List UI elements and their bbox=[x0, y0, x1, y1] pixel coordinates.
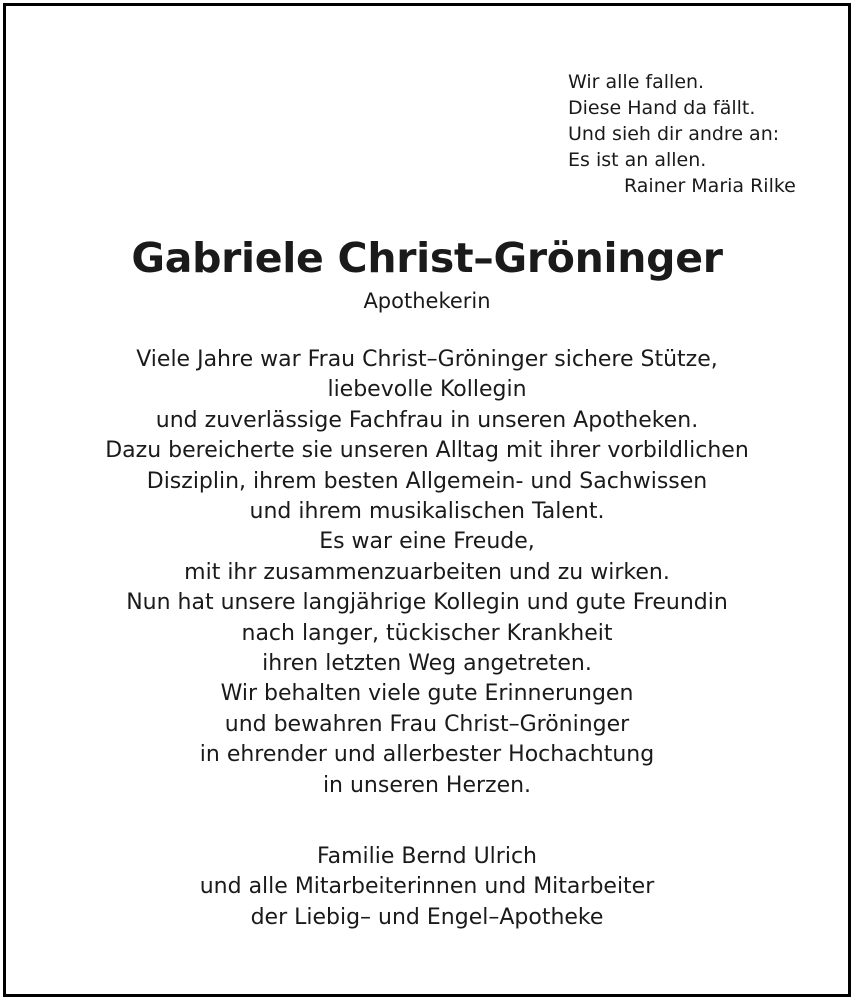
deceased-name: Gabriele Christ–Gröninger bbox=[131, 234, 723, 282]
signer-line: und alle Mitarbeiterinnen und Mitarbeiter bbox=[199, 874, 655, 900]
quote-line: Diese Hand da fällt. bbox=[568, 97, 756, 119]
tribute-line: in unseren Herzen. bbox=[322, 772, 532, 798]
tribute-line: liebevolle Kollegin bbox=[327, 377, 527, 403]
deceased-profession: Apothekerin bbox=[363, 289, 491, 313]
tribute-line: in ehrender und allerbester Hochachtung bbox=[199, 742, 655, 768]
tribute-line: Disziplin, ihrem besten Allgemein- und Sachwissen bbox=[146, 468, 708, 494]
tribute-line: Wir behalten viele gute Erinnerungen bbox=[220, 681, 634, 707]
signer-line: Familie Bernd Ulrich bbox=[316, 844, 537, 869]
quote-line: Wir alle fallen. bbox=[568, 71, 705, 93]
signers bbox=[6, 842, 848, 933]
tribute-text bbox=[6, 345, 848, 801]
tribute-line: ihren letzten Weg angetreten. bbox=[262, 651, 592, 677]
quote-line: Es ist an allen. bbox=[568, 149, 707, 171]
rilke-quote bbox=[568, 69, 796, 199]
tribute-line: und ihrem musikalischen Talent. bbox=[249, 499, 605, 525]
tribute-line: Nun hat unsere langjährige Kollegin und gute Freundin bbox=[126, 590, 728, 616]
quote-line: Und sieh dir andre an: bbox=[568, 123, 780, 145]
obituary-notice bbox=[3, 3, 851, 997]
quote-author: Rainer Maria Rilke bbox=[624, 175, 796, 197]
tribute-line: und zuverlässige Fachfrau in unseren Apotheken. bbox=[155, 407, 699, 433]
signer-line: der Liebig– und Engel–Apotheke bbox=[250, 904, 604, 930]
tribute-line: Es war eine Freude, bbox=[319, 529, 535, 555]
tribute-line: nach langer, tückischer Krankheit bbox=[241, 620, 613, 646]
tribute-line: Viele Jahre war Frau Christ–Gröninger sichere Stütze, bbox=[136, 347, 718, 372]
tribute-line: und bewahren Frau Christ–Gröninger bbox=[224, 711, 630, 737]
tribute-line: mit ihr zusammenzuarbeiten und zu wirken. bbox=[184, 559, 670, 585]
tribute-line: Dazu bereicherte sie unseren Alltag mit ihrer vorbildlichen bbox=[105, 438, 749, 464]
